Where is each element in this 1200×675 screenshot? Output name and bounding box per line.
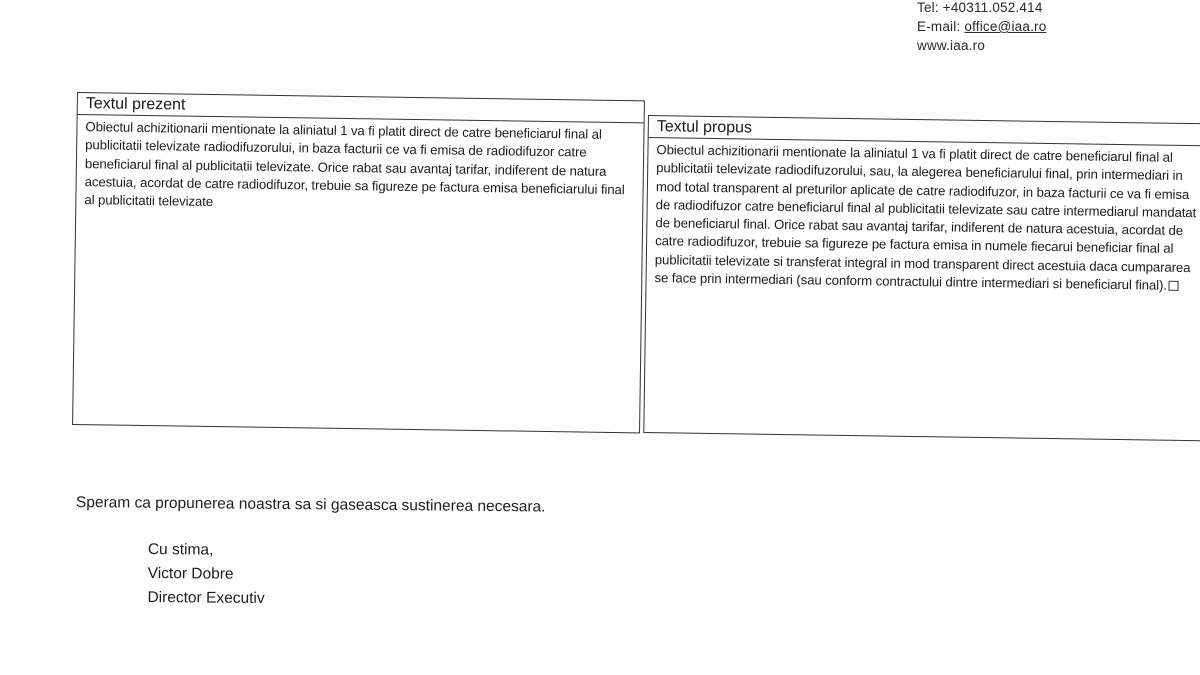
paragraph-mark-icon <box>1169 281 1179 291</box>
proposed-text-cell <box>646 138 1200 296</box>
present-text-body: Obiectul achizitionarii mentionate la aliniatul 1 va fi platit direct de catre beneficiarul final al publicitatii televizate radiodifuzorului, in baza facturii ce va fi emisa de radiodifuzor catre beneficiarul final al publicitatii televizate. Orice rabat sau avantaj tarifar, indiferent de natura acestuia, acordat de catre radiodifuzor, trebuie sa figureze pe factura emisa beneficiarului final al publicitatii televizate <box>84 119 625 210</box>
salutation: Cu stima, <box>147 540 214 559</box>
closing-paragraph: Speram ca propunerea noastra sa si gaseasca sustinerea necesara. <box>75 494 546 516</box>
signer-name: Victor Dobre <box>147 564 234 583</box>
present-text-table <box>72 92 645 433</box>
email-label: E-mail: <box>917 19 965 34</box>
contact-block <box>917 0 1046 55</box>
proposed-text-body: Obiectul achizitionarii mentionate la aliniatul 1 va fi platit direct de catre beneficiarul final al publicitatii televizate radiodifuzorului, sau, la alegerea beneficiarului final, prin intermediari in mod total transparent al preturilor aplicate de catre radiodifuzor, in baza facturii ce va fi emisa de radiodifuzor catre beneficiarul final al publicitatii televizate sau catre intermediarul mandatat de beneficiarul final. Orice rabat sau avantaj tarifar, indiferent de natura acestuia, acordat de catre radiodifuzor, trebuie sa figureze pe factura emisa in numele fiecarui beneficiar final al publicitatii televizate si transferat integral in mod transparent direct acestuia daca cumpararea se face prin intermediari (sau conform contractului dintre intermediari si beneficiarul final). <box>654 142 1197 293</box>
proposed-text-table <box>643 115 1200 441</box>
proposed-text-heading: Textul propus <box>649 116 1200 146</box>
email-line <box>917 17 1046 36</box>
website: www.iaa.ro <box>917 38 986 53</box>
email-link[interactable]: office@iaa.ro <box>964 19 1047 34</box>
present-text-heading: Textul prezent <box>78 93 644 123</box>
signature-block <box>147 538 265 611</box>
phone-number: Tel: +40311.052.414 <box>917 0 1043 15</box>
signer-title: Director Executiv <box>147 588 265 608</box>
